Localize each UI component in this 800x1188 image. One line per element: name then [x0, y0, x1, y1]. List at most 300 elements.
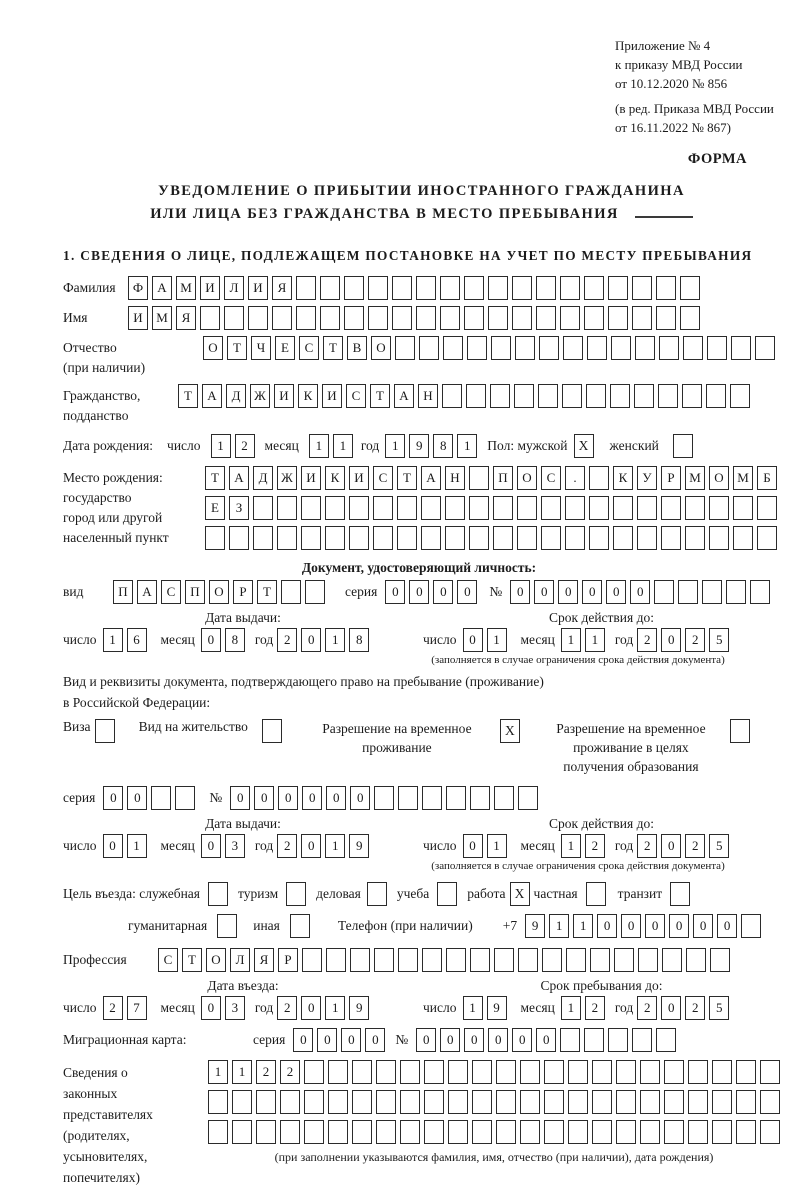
official-checkbox[interactable] — [208, 882, 228, 906]
char-cell[interactable] — [584, 276, 604, 300]
char-cell[interactable] — [518, 948, 538, 972]
char-cell[interactable] — [616, 1060, 636, 1084]
char-cell[interactable] — [616, 1120, 636, 1144]
char-cell[interactable] — [736, 1090, 756, 1114]
char-cell[interactable]: Е — [205, 496, 225, 520]
char-cell[interactable]: Ж — [277, 466, 297, 490]
birth-year-cells[interactable] — [385, 434, 481, 458]
char-cell[interactable] — [469, 466, 489, 490]
char-cell[interactable] — [520, 1060, 540, 1084]
char-cell[interactable]: Д — [226, 384, 246, 408]
char-cell[interactable] — [395, 336, 415, 360]
char-cell[interactable] — [494, 786, 514, 810]
char-cell[interactable] — [302, 948, 322, 972]
char-cell[interactable] — [493, 496, 513, 520]
permit-issue-year-cells[interactable] — [277, 834, 373, 858]
char-cell[interactable] — [662, 948, 682, 972]
char-cell[interactable]: 3 — [225, 996, 245, 1020]
char-cell[interactable] — [680, 306, 700, 330]
char-cell[interactable] — [710, 948, 730, 972]
char-cell[interactable] — [256, 1120, 276, 1144]
char-cell[interactable]: 2 — [277, 996, 297, 1020]
char-cell[interactable] — [368, 306, 388, 330]
char-cell[interactable]: Т — [205, 466, 225, 490]
char-cell[interactable]: 0 — [350, 786, 370, 810]
char-cell[interactable]: С — [158, 948, 178, 972]
char-cell[interactable] — [496, 1090, 516, 1114]
char-cell[interactable] — [328, 1120, 348, 1144]
char-cell[interactable]: 0 — [127, 786, 147, 810]
char-cell[interactable]: 2 — [637, 996, 657, 1020]
char-cell[interactable]: 5 — [709, 834, 729, 858]
char-cell[interactable] — [584, 306, 604, 330]
char-cell[interactable] — [376, 1060, 396, 1084]
char-cell[interactable]: 5 — [709, 628, 729, 652]
char-cell[interactable]: 0 — [693, 914, 713, 938]
char-cell[interactable] — [520, 1120, 540, 1144]
char-cell[interactable] — [656, 1028, 676, 1052]
char-cell[interactable] — [352, 1090, 372, 1114]
char-cell[interactable] — [568, 1120, 588, 1144]
name-cells[interactable] — [128, 306, 704, 330]
char-cell[interactable] — [277, 496, 297, 520]
char-cell[interactable] — [416, 306, 436, 330]
char-cell[interactable] — [422, 786, 442, 810]
char-cell[interactable]: М — [152, 306, 172, 330]
char-cell[interactable]: Я — [176, 306, 196, 330]
char-cell[interactable]: 1 — [103, 628, 123, 652]
char-cell[interactable]: 2 — [637, 628, 657, 652]
char-cell[interactable] — [664, 1120, 684, 1144]
char-cell[interactable]: 0 — [534, 580, 554, 604]
char-cell[interactable] — [368, 276, 388, 300]
char-cell[interactable]: 0 — [510, 580, 530, 604]
char-cell[interactable]: 2 — [685, 628, 705, 652]
char-cell[interactable] — [443, 336, 463, 360]
char-cell[interactable] — [488, 276, 508, 300]
char-cell[interactable]: А — [421, 466, 441, 490]
char-cell[interactable] — [281, 580, 301, 604]
doc-kind-cells[interactable] — [113, 580, 329, 604]
char-cell[interactable] — [688, 1090, 708, 1114]
char-cell[interactable]: Р — [233, 580, 253, 604]
char-cell[interactable]: Н — [418, 384, 438, 408]
char-cell[interactable]: 9 — [409, 434, 429, 458]
char-cell[interactable] — [712, 1090, 732, 1114]
char-cell[interactable] — [707, 336, 727, 360]
migcard-number-cells[interactable] — [416, 1028, 680, 1052]
birth-day-cells[interactable] — [211, 434, 259, 458]
char-cell[interactable]: 0 — [103, 834, 123, 858]
char-cell[interactable] — [472, 1090, 492, 1114]
char-cell[interactable]: И — [349, 466, 369, 490]
stay-year-cells[interactable] — [637, 996, 733, 1020]
char-cell[interactable]: И — [301, 466, 321, 490]
char-cell[interactable] — [542, 948, 562, 972]
char-cell[interactable]: М — [685, 466, 705, 490]
private-checkbox[interactable] — [586, 882, 606, 906]
char-cell[interactable] — [512, 306, 532, 330]
char-cell[interactable]: 0 — [278, 786, 298, 810]
char-cell[interactable] — [470, 948, 490, 972]
char-cell[interactable]: А — [137, 580, 157, 604]
char-cell[interactable]: 0 — [385, 580, 405, 604]
char-cell[interactable]: 9 — [349, 996, 369, 1020]
residence-permit-checkbox[interactable] — [262, 719, 282, 743]
permit-issue-month-cells[interactable] — [201, 834, 249, 858]
study-checkbox[interactable] — [437, 882, 457, 906]
stay-month-cells[interactable] — [561, 996, 609, 1020]
char-cell[interactable] — [296, 306, 316, 330]
char-cell[interactable] — [448, 1060, 468, 1084]
char-cell[interactable]: 8 — [225, 628, 245, 652]
char-cell[interactable]: 1 — [463, 996, 483, 1020]
char-cell[interactable] — [560, 1028, 580, 1052]
char-cell[interactable] — [616, 1090, 636, 1114]
char-cell[interactable]: 0 — [582, 580, 602, 604]
birthplace-cells-row3[interactable] — [205, 526, 781, 550]
char-cell[interactable]: К — [298, 384, 318, 408]
char-cell[interactable]: К — [613, 466, 633, 490]
char-cell[interactable] — [661, 526, 681, 550]
char-cell[interactable] — [702, 580, 722, 604]
birth-month-cells[interactable] — [309, 434, 357, 458]
char-cell[interactable] — [320, 276, 340, 300]
char-cell[interactable] — [678, 580, 698, 604]
char-cell[interactable] — [608, 276, 628, 300]
guardians-cells-row2[interactable] — [208, 1090, 784, 1114]
char-cell[interactable] — [682, 384, 702, 408]
char-cell[interactable]: К — [325, 466, 345, 490]
char-cell[interactable] — [635, 336, 655, 360]
char-cell[interactable]: 0 — [512, 1028, 532, 1052]
char-cell[interactable] — [661, 496, 681, 520]
char-cell[interactable]: 0 — [606, 580, 626, 604]
char-cell[interactable]: 1 — [561, 834, 581, 858]
char-cell[interactable] — [424, 1060, 444, 1084]
char-cell[interactable]: 1 — [325, 996, 345, 1020]
permit-valid-year-cells[interactable] — [637, 834, 733, 858]
char-cell[interactable] — [272, 306, 292, 330]
business-checkbox[interactable] — [367, 882, 387, 906]
char-cell[interactable]: 2 — [585, 834, 605, 858]
char-cell[interactable] — [589, 496, 609, 520]
char-cell[interactable]: М — [176, 276, 196, 300]
profession-cells[interactable] — [158, 948, 734, 972]
char-cell[interactable] — [664, 1090, 684, 1114]
permit-valid-month-cells[interactable] — [561, 834, 609, 858]
char-cell[interactable] — [733, 496, 753, 520]
char-cell[interactable]: Я — [272, 276, 292, 300]
char-cell[interactable] — [654, 580, 674, 604]
char-cell[interactable]: 1 — [487, 628, 507, 652]
char-cell[interactable]: Я — [254, 948, 274, 972]
char-cell[interactable] — [512, 276, 532, 300]
char-cell[interactable] — [613, 496, 633, 520]
char-cell[interactable]: 2 — [277, 628, 297, 652]
char-cell[interactable] — [493, 526, 513, 550]
char-cell[interactable] — [726, 580, 746, 604]
char-cell[interactable]: О — [517, 466, 537, 490]
char-cell[interactable] — [611, 336, 631, 360]
char-cell[interactable]: Ч — [251, 336, 271, 360]
char-cell[interactable]: 0 — [301, 628, 321, 652]
char-cell[interactable] — [757, 526, 777, 550]
char-cell[interactable] — [151, 786, 171, 810]
char-cell[interactable]: Е — [275, 336, 295, 360]
char-cell[interactable]: 0 — [536, 1028, 556, 1052]
char-cell[interactable] — [467, 336, 487, 360]
char-cell[interactable]: 1 — [309, 434, 329, 458]
char-cell[interactable] — [656, 276, 676, 300]
char-cell[interactable]: 0 — [201, 996, 221, 1020]
char-cell[interactable]: 0 — [630, 580, 650, 604]
guardians-cells-row1[interactable] — [208, 1060, 784, 1084]
char-cell[interactable] — [712, 1060, 732, 1084]
char-cell[interactable] — [304, 1120, 324, 1144]
char-cell[interactable] — [586, 384, 606, 408]
char-cell[interactable] — [518, 786, 538, 810]
surname-cells[interactable] — [128, 276, 704, 300]
char-cell[interactable] — [448, 1120, 468, 1144]
char-cell[interactable] — [683, 336, 703, 360]
char-cell[interactable]: 0 — [558, 580, 578, 604]
char-cell[interactable] — [685, 526, 705, 550]
char-cell[interactable]: А — [152, 276, 172, 300]
char-cell[interactable] — [733, 526, 753, 550]
char-cell[interactable] — [755, 336, 775, 360]
char-cell[interactable]: П — [185, 580, 205, 604]
char-cell[interactable] — [464, 276, 484, 300]
char-cell[interactable] — [256, 1090, 276, 1114]
char-cell[interactable] — [326, 948, 346, 972]
char-cell[interactable]: М — [733, 466, 753, 490]
char-cell[interactable] — [731, 336, 751, 360]
char-cell[interactable] — [589, 526, 609, 550]
char-cell[interactable]: 1 — [561, 996, 581, 1020]
char-cell[interactable]: 2 — [685, 834, 705, 858]
permit-valid-day-cells[interactable] — [463, 834, 511, 858]
doc-number-cells[interactable] — [510, 580, 774, 604]
char-cell[interactable]: 1 — [573, 914, 593, 938]
char-cell[interactable] — [422, 948, 442, 972]
char-cell[interactable] — [280, 1120, 300, 1144]
doc-valid-day-cells[interactable] — [463, 628, 511, 652]
char-cell[interactable]: С — [161, 580, 181, 604]
char-cell[interactable] — [590, 948, 610, 972]
char-cell[interactable] — [392, 276, 412, 300]
char-cell[interactable] — [349, 526, 369, 550]
char-cell[interactable]: С — [346, 384, 366, 408]
char-cell[interactable]: 0 — [365, 1028, 385, 1052]
char-cell[interactable]: 0 — [488, 1028, 508, 1052]
char-cell[interactable]: 1 — [549, 914, 569, 938]
char-cell[interactable]: И — [128, 306, 148, 330]
char-cell[interactable] — [446, 786, 466, 810]
char-cell[interactable] — [328, 1090, 348, 1114]
char-cell[interactable]: 1 — [333, 434, 353, 458]
char-cell[interactable] — [587, 336, 607, 360]
char-cell[interactable]: Т — [182, 948, 202, 972]
char-cell[interactable]: О — [709, 466, 729, 490]
char-cell[interactable] — [208, 1090, 228, 1114]
char-cell[interactable] — [541, 496, 561, 520]
char-cell[interactable]: 9 — [525, 914, 545, 938]
char-cell[interactable] — [328, 1060, 348, 1084]
char-cell[interactable]: И — [200, 276, 220, 300]
char-cell[interactable] — [544, 1060, 564, 1084]
char-cell[interactable]: Т — [178, 384, 198, 408]
char-cell[interactable]: О — [371, 336, 391, 360]
char-cell[interactable] — [421, 496, 441, 520]
char-cell[interactable] — [664, 1060, 684, 1084]
transit-checkbox[interactable] — [670, 882, 690, 906]
char-cell[interactable]: Ф — [128, 276, 148, 300]
char-cell[interactable] — [304, 1090, 324, 1114]
char-cell[interactable] — [656, 306, 676, 330]
char-cell[interactable]: И — [322, 384, 342, 408]
char-cell[interactable] — [248, 306, 268, 330]
char-cell[interactable] — [280, 1090, 300, 1114]
char-cell[interactable] — [320, 306, 340, 330]
char-cell[interactable]: 0 — [416, 1028, 436, 1052]
char-cell[interactable]: И — [248, 276, 268, 300]
char-cell[interactable] — [349, 496, 369, 520]
char-cell[interactable] — [488, 306, 508, 330]
char-cell[interactable] — [445, 526, 465, 550]
char-cell[interactable] — [750, 580, 770, 604]
char-cell[interactable] — [424, 1090, 444, 1114]
char-cell[interactable] — [640, 1090, 660, 1114]
char-cell[interactable]: В — [347, 336, 367, 360]
char-cell[interactable] — [392, 306, 412, 330]
char-cell[interactable]: Л — [230, 948, 250, 972]
char-cell[interactable] — [686, 948, 706, 972]
char-cell[interactable] — [709, 496, 729, 520]
char-cell[interactable]: П — [113, 580, 133, 604]
char-cell[interactable] — [373, 496, 393, 520]
char-cell[interactable] — [466, 384, 486, 408]
char-cell[interactable]: 8 — [433, 434, 453, 458]
entry-day-cells[interactable] — [103, 996, 151, 1020]
char-cell[interactable]: Т — [397, 466, 417, 490]
char-cell[interactable] — [232, 1120, 252, 1144]
char-cell[interactable]: 1 — [325, 834, 345, 858]
char-cell[interactable]: Т — [370, 384, 390, 408]
char-cell[interactable] — [376, 1090, 396, 1114]
char-cell[interactable]: Н — [445, 466, 465, 490]
char-cell[interactable] — [397, 526, 417, 550]
char-cell[interactable] — [592, 1090, 612, 1114]
char-cell[interactable]: О — [203, 336, 223, 360]
char-cell[interactable]: 0 — [433, 580, 453, 604]
char-cell[interactable]: С — [373, 466, 393, 490]
char-cell[interactable] — [592, 1060, 612, 1084]
permit-issue-day-cells[interactable] — [103, 834, 151, 858]
char-cell[interactable] — [496, 1060, 516, 1084]
char-cell[interactable] — [469, 496, 489, 520]
char-cell[interactable] — [416, 276, 436, 300]
char-cell[interactable] — [400, 1060, 420, 1084]
char-cell[interactable]: 2 — [637, 834, 657, 858]
char-cell[interactable] — [514, 384, 534, 408]
char-cell[interactable] — [398, 786, 418, 810]
char-cell[interactable]: У — [637, 466, 657, 490]
char-cell[interactable]: О — [209, 580, 229, 604]
char-cell[interactable] — [608, 306, 628, 330]
char-cell[interactable] — [637, 496, 657, 520]
char-cell[interactable]: 8 — [349, 628, 369, 652]
char-cell[interactable]: С — [299, 336, 319, 360]
doc-valid-year-cells[interactable] — [637, 628, 733, 652]
char-cell[interactable]: Т — [257, 580, 277, 604]
char-cell[interactable] — [472, 1060, 492, 1084]
char-cell[interactable] — [634, 384, 654, 408]
char-cell[interactable] — [517, 496, 537, 520]
char-cell[interactable]: 0 — [103, 786, 123, 810]
char-cell[interactable] — [760, 1060, 780, 1084]
char-cell[interactable] — [352, 1120, 372, 1144]
char-cell[interactable]: 0 — [661, 834, 681, 858]
char-cell[interactable] — [544, 1120, 564, 1144]
birthplace-cells-row2[interactable] — [205, 496, 781, 520]
char-cell[interactable]: 0 — [302, 786, 322, 810]
entry-month-cells[interactable] — [201, 996, 249, 1020]
char-cell[interactable]: 0 — [341, 1028, 361, 1052]
char-cell[interactable] — [464, 306, 484, 330]
doc-issue-year-cells[interactable] — [277, 628, 373, 652]
char-cell[interactable] — [560, 276, 580, 300]
char-cell[interactable]: 0 — [621, 914, 641, 938]
char-cell[interactable] — [637, 526, 657, 550]
char-cell[interactable] — [680, 276, 700, 300]
char-cell[interactable]: С — [541, 466, 561, 490]
work-checkbox[interactable]: X — [510, 882, 530, 906]
char-cell[interactable]: 1 — [487, 834, 507, 858]
char-cell[interactable] — [208, 1120, 228, 1144]
char-cell[interactable] — [541, 526, 561, 550]
char-cell[interactable]: А — [202, 384, 222, 408]
char-cell[interactable]: Л — [224, 276, 244, 300]
char-cell[interactable] — [325, 496, 345, 520]
char-cell[interactable]: 0 — [597, 914, 617, 938]
char-cell[interactable] — [565, 526, 585, 550]
char-cell[interactable] — [614, 948, 634, 972]
char-cell[interactable] — [515, 336, 535, 360]
char-cell[interactable] — [175, 786, 195, 810]
char-cell[interactable]: 0 — [463, 834, 483, 858]
char-cell[interactable]: 0 — [669, 914, 689, 938]
char-cell[interactable] — [305, 580, 325, 604]
char-cell[interactable] — [706, 384, 726, 408]
char-cell[interactable]: 0 — [464, 1028, 484, 1052]
char-cell[interactable] — [448, 1090, 468, 1114]
char-cell[interactable]: Р — [661, 466, 681, 490]
char-cell[interactable]: 0 — [661, 628, 681, 652]
char-cell[interactable] — [424, 1120, 444, 1144]
char-cell[interactable]: 7 — [127, 996, 147, 1020]
visa-checkbox[interactable] — [95, 719, 115, 743]
char-cell[interactable] — [446, 948, 466, 972]
char-cell[interactable] — [592, 1120, 612, 1144]
char-cell[interactable] — [589, 466, 609, 490]
char-cell[interactable] — [472, 1120, 492, 1144]
char-cell[interactable] — [544, 1090, 564, 1114]
char-cell[interactable]: 2 — [280, 1060, 300, 1084]
char-cell[interactable] — [613, 526, 633, 550]
char-cell[interactable]: 3 — [225, 834, 245, 858]
char-cell[interactable]: 0 — [661, 996, 681, 1020]
